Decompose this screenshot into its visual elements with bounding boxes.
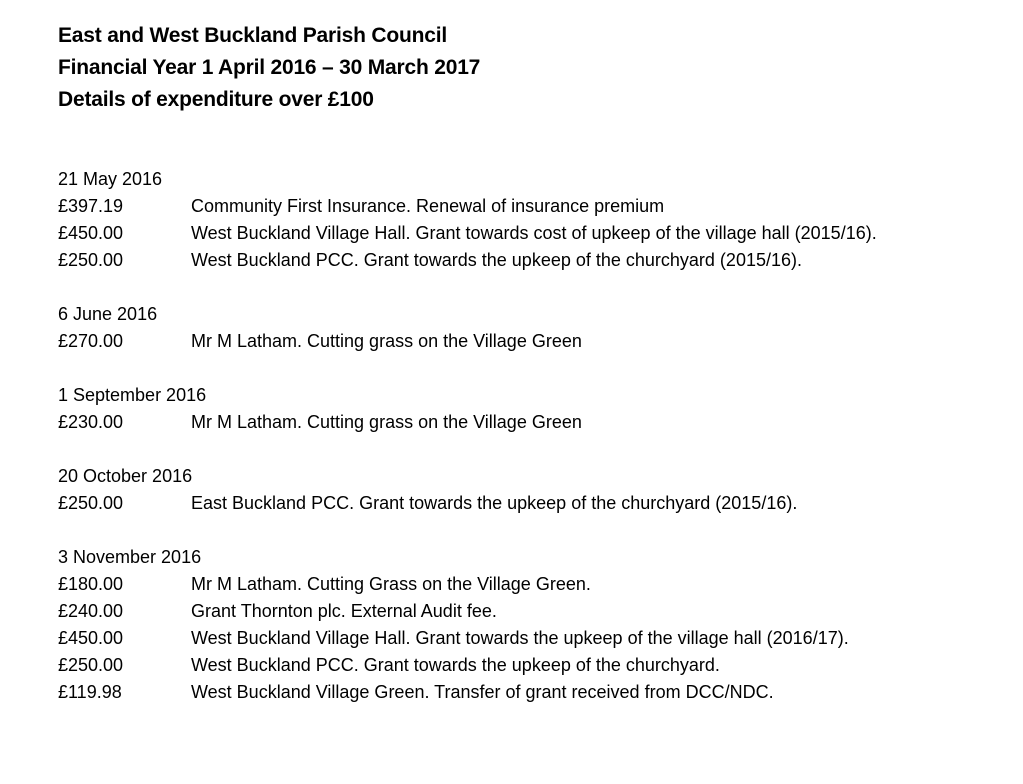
item-description: West Buckland Village Green. Transfer of grant received from DCC/NDC. [191, 682, 774, 702]
item-amount: £397.19 [58, 196, 124, 216]
item-amount: £450.00 [58, 223, 124, 243]
item-amount: £450.00 [58, 628, 124, 648]
group-date: 21 May 2016 [58, 169, 163, 189]
document-title-line-2: Financial Year 1 April 2016 – 30 March 2017 [58, 56, 481, 79]
item-description: West Buckland Village Hall. Grant towards cost of upkeep of the village hall (2015/16). [191, 223, 877, 243]
date-group-21-may-2016 [58, 166, 998, 274]
item-description: Mr M Latham. Cutting grass on the Village Green [191, 331, 582, 351]
expenditure-item [58, 220, 998, 247]
expenditure-item [58, 625, 998, 652]
expenditure-item [58, 409, 998, 436]
expenditure-item [58, 247, 998, 274]
item-amount: £250.00 [58, 655, 124, 675]
item-description: Community First Insurance. Renewal of insurance premium [191, 196, 665, 216]
date-group-20-october-2016 [58, 463, 998, 517]
expenditure-item [58, 679, 998, 706]
group-date: 1 September 2016 [58, 385, 207, 405]
item-description: West Buckland Village Hall. Grant towards the upkeep of the village hall (2016/17). [191, 628, 849, 648]
document-page [58, 20, 998, 733]
expenditure-item [58, 193, 998, 220]
date-group-1-september-2016 [58, 382, 998, 436]
expenditure-item [58, 571, 998, 598]
date-group-6-june-2016 [58, 301, 998, 355]
expenditure-list [58, 166, 998, 706]
group-date: 3 November 2016 [58, 547, 202, 567]
item-description: West Buckland PCC. Grant towards the upkeep of the churchyard (2015/16). [191, 250, 802, 270]
document-title-line-3: Details of expenditure over £100 [58, 88, 374, 111]
expenditure-item [58, 652, 998, 679]
item-description: Grant Thornton plc. External Audit fee. [191, 601, 497, 621]
item-description: Mr M Latham. Cutting grass on the Village Green [191, 412, 582, 432]
item-amount: £180.00 [58, 574, 124, 594]
document-title-line-1: East and West Buckland Parish Council [58, 24, 447, 47]
group-date: 6 June 2016 [58, 304, 158, 324]
item-amount: £230.00 [58, 412, 124, 432]
item-amount: £250.00 [58, 493, 124, 513]
item-description: Mr M Latham. Cutting Grass on the Village Green. [191, 574, 591, 594]
expenditure-item [58, 598, 998, 625]
item-amount: £119.98 [58, 682, 122, 702]
group-date: 20 October 2016 [58, 466, 193, 486]
item-amount: £270.00 [58, 331, 124, 351]
item-amount: £240.00 [58, 601, 124, 621]
expenditure-item [58, 490, 998, 517]
item-amount: £250.00 [58, 250, 124, 270]
date-group-3-november-2016 [58, 544, 998, 706]
item-description: East Buckland PCC. Grant towards the upkeep of the churchyard (2015/16). [191, 493, 798, 513]
item-description: West Buckland PCC. Grant towards the upkeep of the churchyard. [191, 655, 720, 675]
expenditure-item [58, 328, 998, 355]
